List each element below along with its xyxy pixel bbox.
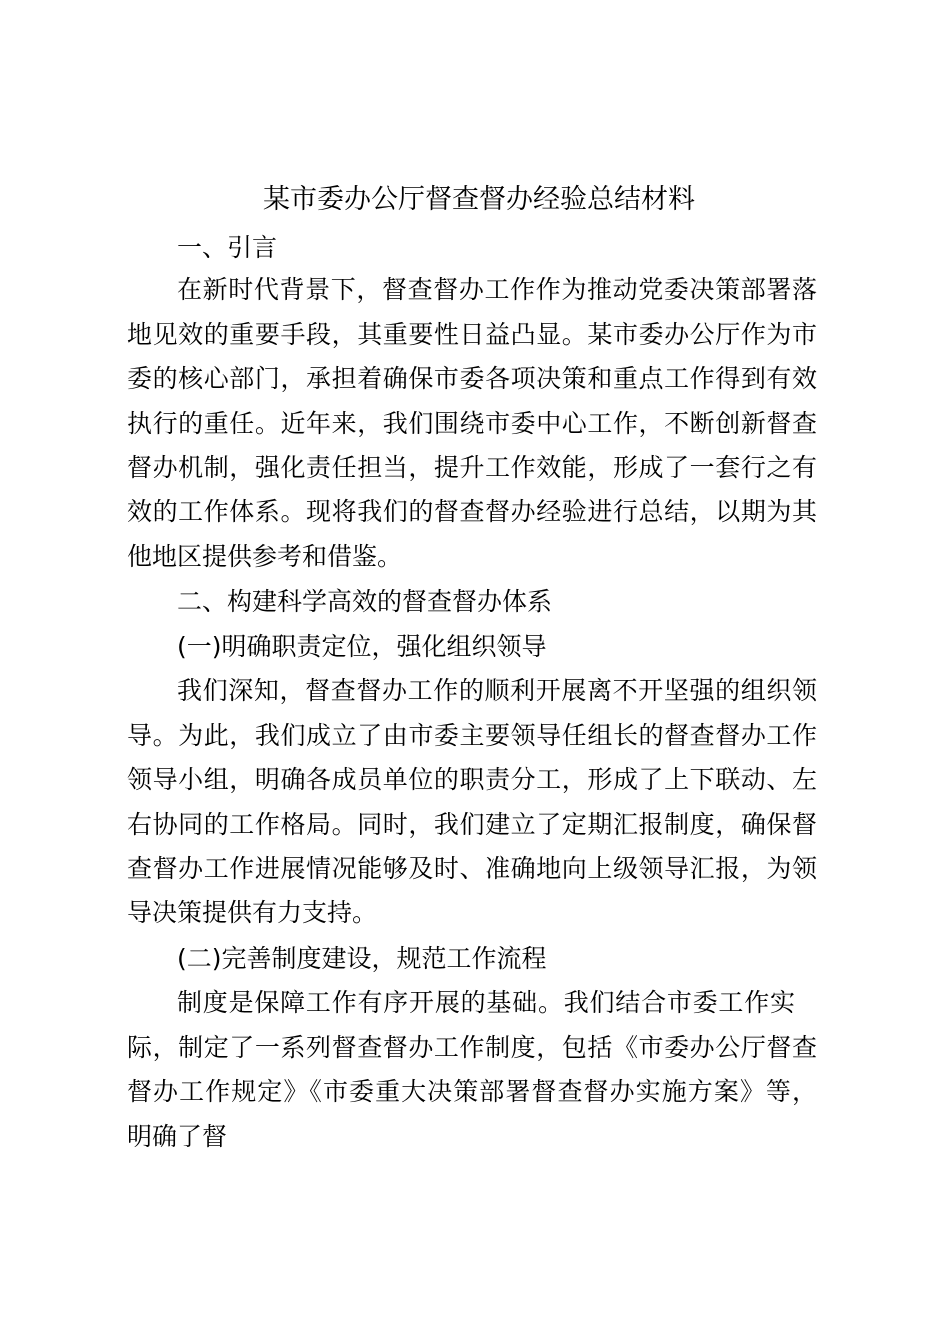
paragraph-line: 制度是保障工作有序开展的基础。我们结合市委工作实: [177, 988, 795, 1017]
paragraph-line: 地见效的重要手段，其重要性日益凸显。某市委办公厅作为市: [127, 320, 817, 349]
subsection-heading: (二)完善制度建设，规范工作流程: [177, 944, 547, 973]
paragraph-line: 导。为此，我们成立了由市委主要领导任组长的督查督办工作: [127, 721, 817, 750]
paragraph-line: 执行的重任。近年来，我们围绕市委中心工作，不断创新督查: [127, 409, 817, 438]
paragraph-line: 我们深知，督查督办工作的顺利开展离不开坚强的组织领: [177, 676, 817, 705]
paragraph-line: 在新时代背景下，督查督办工作作为推动党委决策部署落: [177, 275, 817, 304]
document-title: 某市委办公厅督查督办经验总结材料: [263, 184, 695, 215]
section-heading: 二、构建科学高效的督查督办体系: [177, 587, 553, 616]
paragraph-line: 委的核心部门，承担着确保市委各项决策和重点工作得到有效: [127, 364, 817, 393]
paragraph-line: 明确了督: [127, 1122, 228, 1151]
paragraph-line: 右协同的工作格局。同时，我们建立了定期汇报制度，确保督: [127, 810, 817, 839]
paragraph-line: 效的工作体系。现将我们的督查督办经验进行总结，以期为其: [127, 497, 817, 526]
section-heading-introduction: 一、引言: [177, 233, 278, 262]
paragraph-line: 际，制定了一系列督查督办工作制度，包括《市委办公厅督查: [127, 1033, 817, 1062]
paragraph-line: 督办工作规定》《市委重大决策部署督查督办实施方案》等，: [127, 1077, 817, 1106]
subsection-heading: (一)明确职责定位，强化组织领导: [177, 632, 547, 661]
paragraph-line: 查督办工作进展情况能够及时、准确地向上级领导汇报，为领: [127, 854, 817, 883]
paragraph-line: 他地区提供参考和借鉴。: [127, 542, 403, 571]
paragraph-line: 督办机制，强化责任担当，提升工作效能，形成了一套行之有: [127, 453, 817, 482]
paragraph-line: 导决策提供有力支持。: [127, 898, 378, 927]
paragraph-line: 领导小组，明确各成员单位的职责分工，形成了上下联动、左: [127, 765, 817, 794]
